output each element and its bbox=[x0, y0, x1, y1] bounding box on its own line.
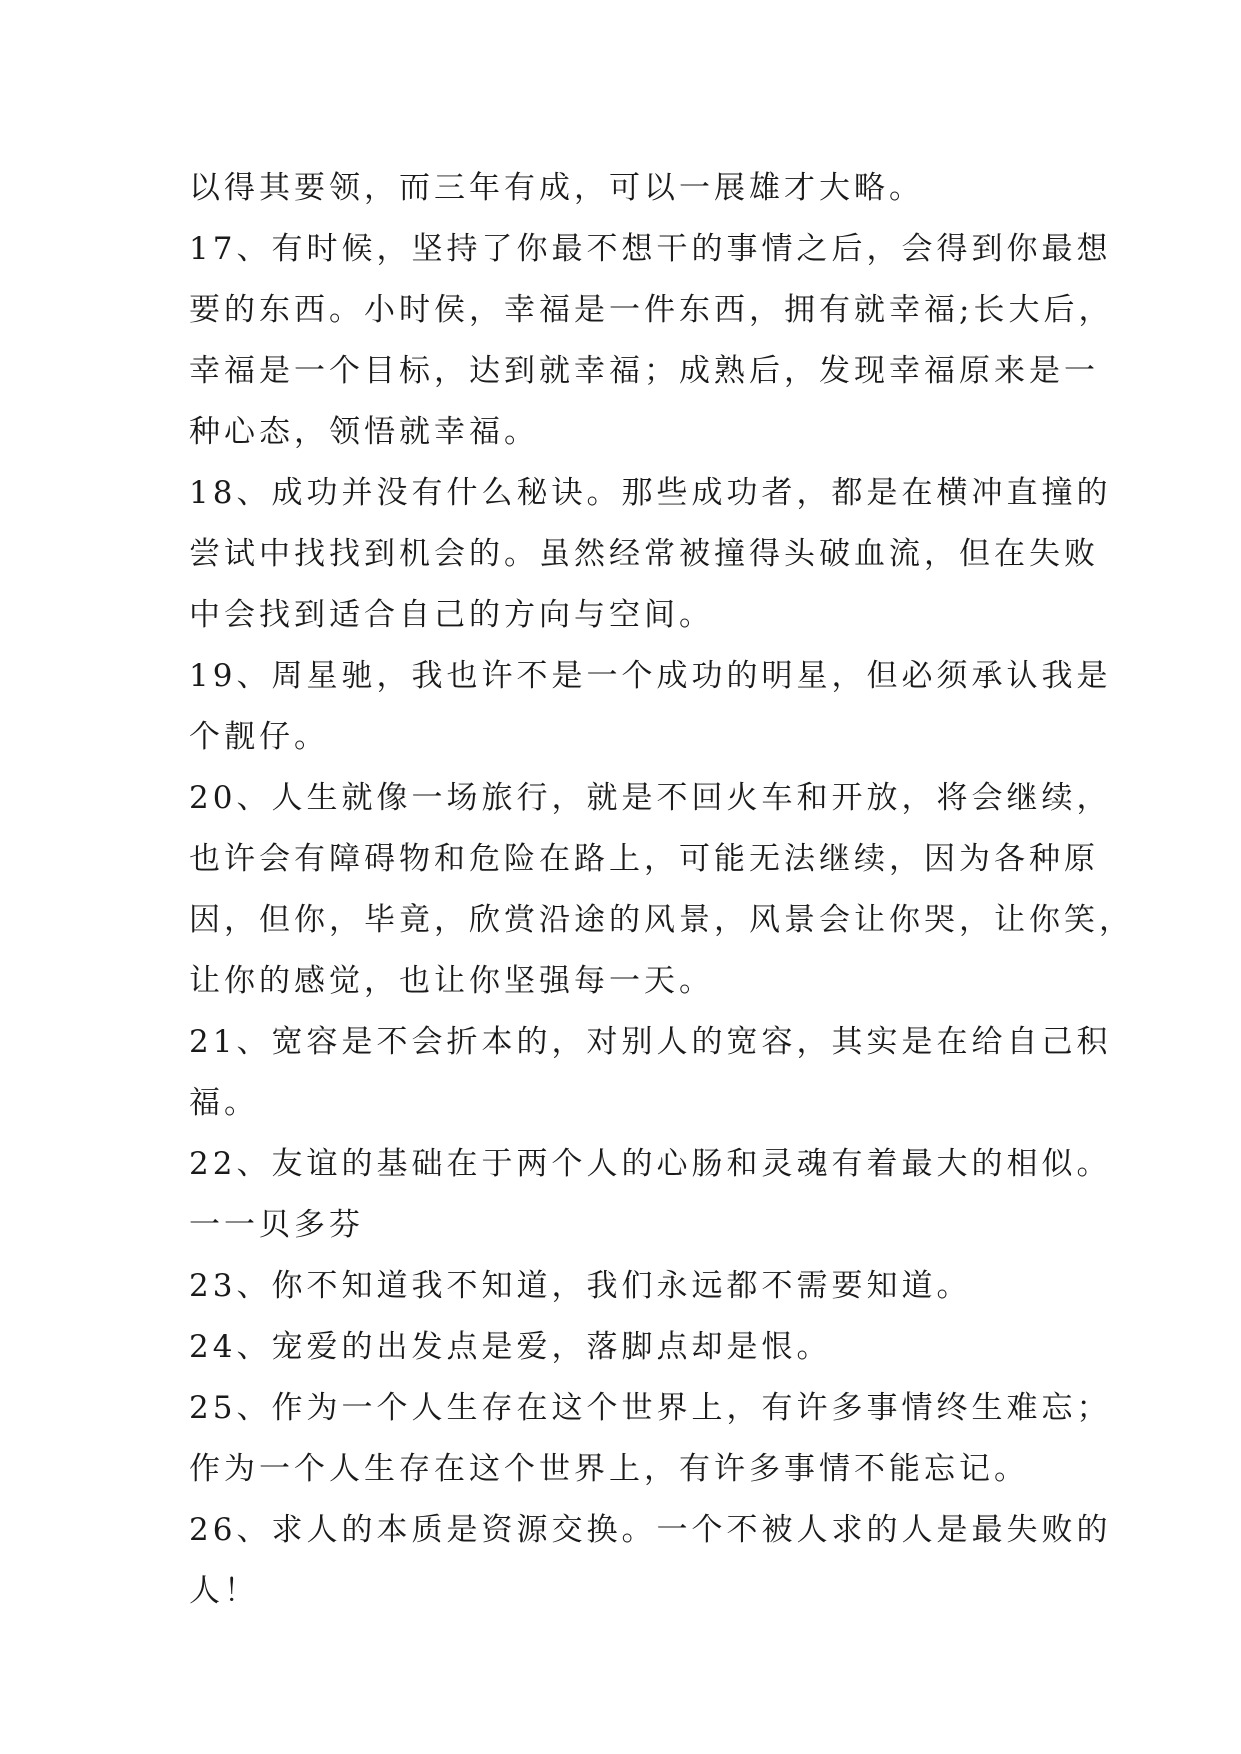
text-line: 21、宽容是不会折本的，对别人的宽容，其实是在给自己积 bbox=[189, 1024, 1112, 1060]
text-line: 也许会有障碍物和危险在路上，可能无法继续，因为各种原 bbox=[189, 841, 1099, 877]
text-line: 作为一个人生存在这个世界上，有许多事情不能忘记。 bbox=[189, 1451, 1029, 1487]
text-line: 19、周星驰，我也许不是一个成功的明星，但必须承认我是 bbox=[189, 658, 1112, 694]
text-line: 24、宠爱的出发点是爱，落脚点却是恨。 bbox=[189, 1329, 832, 1365]
text-line: 20、人生就像一场旅行，就是不回火车和开放，将会继续， bbox=[189, 780, 1112, 816]
document-body bbox=[189, 158, 1134, 1622]
text-line: 一一贝多芬 bbox=[189, 1207, 364, 1243]
text-line: 中会找到适合自己的方向与空间。 bbox=[189, 597, 714, 633]
text-line: 让你的感觉，也让你坚强每一天。 bbox=[189, 963, 714, 999]
text-line: 要的东西。小时侯，幸福是一件东西，拥有就幸福;长大后， bbox=[189, 292, 1114, 328]
text-line: 福。 bbox=[189, 1085, 259, 1121]
text-line: 尝试中找找到机会的。虽然经常被撞得头破血流，但在失败 bbox=[189, 536, 1099, 572]
text-line: 25、作为一个人生存在这个世界上，有许多事情终生难忘； bbox=[189, 1390, 1112, 1426]
text-line: 17、有时候，坚持了你最不想干的事情之后，会得到你最想 bbox=[189, 231, 1112, 267]
text-line: 22、友谊的基础在于两个人的心肠和灵魂有着最大的相似。 bbox=[189, 1146, 1112, 1182]
text-line: 26、求人的本质是资源交换。一个不被人求的人是最失败的 bbox=[189, 1512, 1112, 1548]
text-line: 因，但你，毕竟，欣赏沿途的风景，风景会让你哭，让你笑， bbox=[189, 902, 1134, 938]
text-line: 幸福是一个目标，达到就幸福；成熟后，发现幸福原来是一 bbox=[189, 353, 1099, 389]
text-line: 人！ bbox=[189, 1573, 259, 1609]
text-line: 种心态，领悟就幸福。 bbox=[189, 414, 539, 450]
text-line: 18、成功并没有什么秘诀。那些成功者，都是在横冲直撞的 bbox=[189, 475, 1112, 511]
text-line: 以得其要领，而三年有成，可以一展雄才大略。 bbox=[189, 170, 924, 206]
text-line: 个靓仔。 bbox=[189, 719, 329, 755]
text-line: 23、你不知道我不知道，我们永远都不需要知道。 bbox=[189, 1268, 972, 1304]
